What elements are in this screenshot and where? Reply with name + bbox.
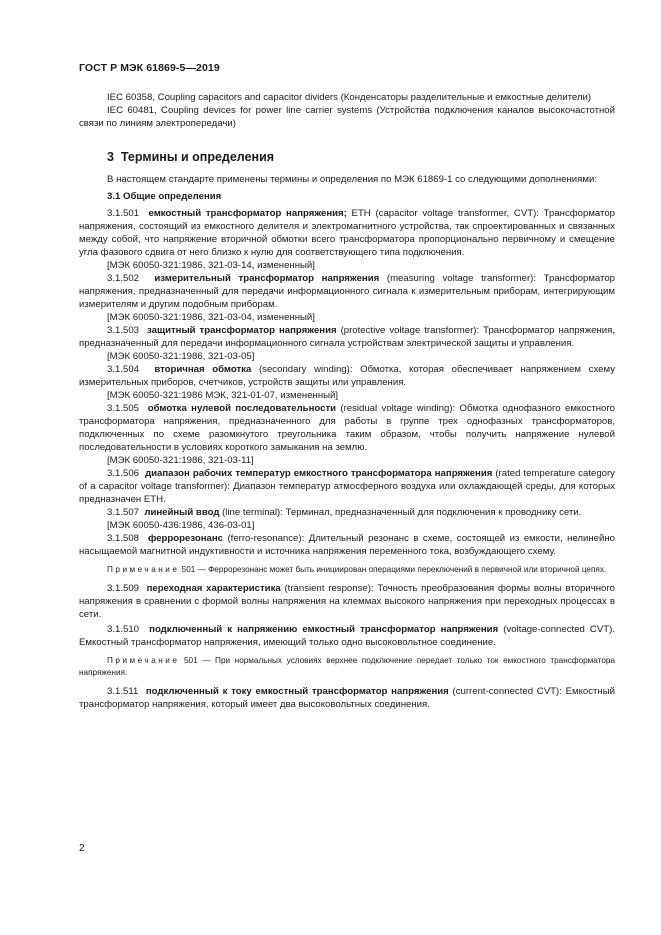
- term-number: 3.1.507: [107, 507, 140, 518]
- section-number: 3: [107, 150, 114, 164]
- reference-item: IEC 60358, Coupling capacitors and capacitor dividers (Конденсаторы разделительные и емкостные делители): [107, 92, 592, 103]
- reference-item: IEC 60481, Coupling devices for power line carrier systems (Устройства подключения каналов высокочастотной связи по линиям электропередачи): [79, 105, 615, 129]
- note-text: 501 — При нормальных условиях верхнее подключение передает только ток емкостного трансформатора напряжения.: [79, 656, 615, 677]
- term-definition: (secondary winding): Обмотка, которая обеспечивает напряжением схему измерительных приборов, счетчиков, устройств защиты или управления.: [79, 364, 615, 388]
- term-entry: [79, 685, 615, 711]
- term-name: линейный ввод: [144, 507, 220, 518]
- term-entry: [79, 207, 615, 259]
- term-source: [МЭК 60050-436:1986, 436-03-01]: [107, 520, 255, 531]
- term-number: 3.1.509: [107, 583, 140, 594]
- term-definition: ETH (capacitor voltage transformer, CVT): Трансформатор напряжения, состоящий из емкостного делителя и электромагнитного устройства, так спроектированных и связанных между собой, что напряжение вторичной обмотки всего трансформатора пропорционально первичному и смещение угла фазового сдвига от него близко к нулю для соответствующего типа подключения.: [79, 208, 615, 258]
- term-definition: (protective voltage transformer): Трансформатор напряжения, предназначенный для передачи информационного сигнала устройствам электрической защиты и управления.: [79, 325, 615, 349]
- term-name: измерительный трансформатор напряжения: [154, 273, 380, 284]
- section-heading: [107, 151, 615, 164]
- note-label: Примечание: [107, 565, 180, 574]
- note: [79, 655, 615, 679]
- term-number: 3.1.505: [107, 403, 140, 414]
- term-source: [МЭК 60050-321:1986, 321-03-14, измененный]: [107, 260, 315, 271]
- term-entry: [79, 402, 615, 454]
- term-entry: [79, 363, 615, 389]
- term-number: 3.1.503: [107, 325, 140, 336]
- term-number: 3.1.506: [107, 468, 140, 479]
- term-name: обмотка нулевой последовательности: [147, 403, 337, 414]
- term-definition: (voltage-connected CVT). Емкостный трансформатор напряжения, имеющий только одно высоковольтное соединение.: [79, 624, 615, 648]
- term-source: [МЭК 60050-321:1986, 321-03-05]: [107, 351, 255, 362]
- term-entry: [79, 506, 615, 519]
- term-entry: [79, 272, 615, 311]
- document-body: [79, 91, 615, 711]
- document-header: ГОСТ Р МЭК 61869-5—2019: [79, 62, 220, 74]
- term-source: [МЭК 60050-321:1986, 321-03-04, измененный]: [107, 312, 315, 323]
- term-definition: (rated temperature category of a capacitor voltage transformer): Диапазон температур атмосферного воздуха или охлаждающей среды, для которых предназначен ETH.: [79, 468, 615, 505]
- term-name: емкостный трансформатор напряжения;: [148, 208, 352, 219]
- term-definition: (line terminal): Терминал, предназначенный для подключения к проводнику сети.: [219, 507, 582, 518]
- page-number: 2: [79, 843, 85, 854]
- term-source: [МЭК 60050-321:1986, 321-03-11]: [107, 455, 254, 466]
- term-entry: [79, 623, 615, 649]
- subsection-heading: 3.1 Общие определения: [107, 191, 222, 202]
- section-title: Термины и определения: [120, 150, 275, 164]
- term-definition: (current-connected CVT): Емкостный трансформатор напряжения, который имеет два высоковольтных соединения.: [79, 686, 615, 710]
- term-number: 3.1.510: [107, 624, 140, 635]
- term-definition: (measuring voltage transformer): Трансформатор напряжения, предназначенный для передачи информационного сигнала к измерительным приборам, интегрирующим измерителям и другим подобным приборам.: [79, 273, 615, 310]
- term-source: [МЭК 60050-321:1986 МЭК, 321-01-07, измененный]: [107, 390, 339, 401]
- term-number: 3.1.504: [107, 364, 140, 375]
- term-entry: [79, 324, 615, 350]
- note: [79, 564, 615, 576]
- term-entry: [79, 532, 615, 558]
- term-name: подключенный к току емкостный трансформатор напряжения: [145, 686, 449, 697]
- note-label: Примечание: [107, 656, 180, 665]
- note-text: 501 — Феррорезонанс может быть инициирован операциями переключений в первичной или вторичной цепях.: [179, 565, 607, 574]
- term-definition: (ferro-resonance): Длительный резонанс в схеме, состоящей из емкости, нелинейно насыщаемой магнитной индуктивности и источника напряжения переменного тока, возбуждающего схему.: [79, 533, 615, 557]
- term-entry: [79, 582, 615, 621]
- section-intro: В настоящем стандарте применены термины и определения по МЭК 61869-1 со следующими дополнениями:: [107, 174, 597, 185]
- term-name: подключенный к напряжению емкостный трансформатор напряжения: [149, 624, 499, 635]
- term-name: диапазон рабочих температур емкостного трансформатора напряжения: [145, 468, 493, 479]
- term-number: 3.1.508: [107, 533, 140, 544]
- term-name: вторичная обмотка: [154, 364, 252, 375]
- term-entry: [79, 467, 615, 506]
- term-number: 3.1.502: [107, 273, 140, 284]
- term-definition: (residual voltage winding): Обмотка однофазного емкостного трансформатора напряжения, предназначенного для работы в группе трех однофазных трансформаторов, подключенных по схеме разомкнутого треугольника таким образом, чтобы получить напряжение нулевой последовательности в условиях короткого замыкания на землю.: [79, 403, 615, 453]
- term-number: 3.1.501: [107, 208, 140, 219]
- term-name: переходная характеристика: [146, 583, 281, 594]
- term-name: защитный трансформатор напряжения: [147, 325, 337, 336]
- term-definition: (transient response): Точность преобразования формы волны вторичного напряжения в сравнении с формой волны напряжения на клеммах высокого напряжения при переходных процессах в сети.: [79, 583, 615, 620]
- term-name: феррорезонанс: [147, 533, 223, 544]
- term-number: 3.1.511: [107, 686, 139, 697]
